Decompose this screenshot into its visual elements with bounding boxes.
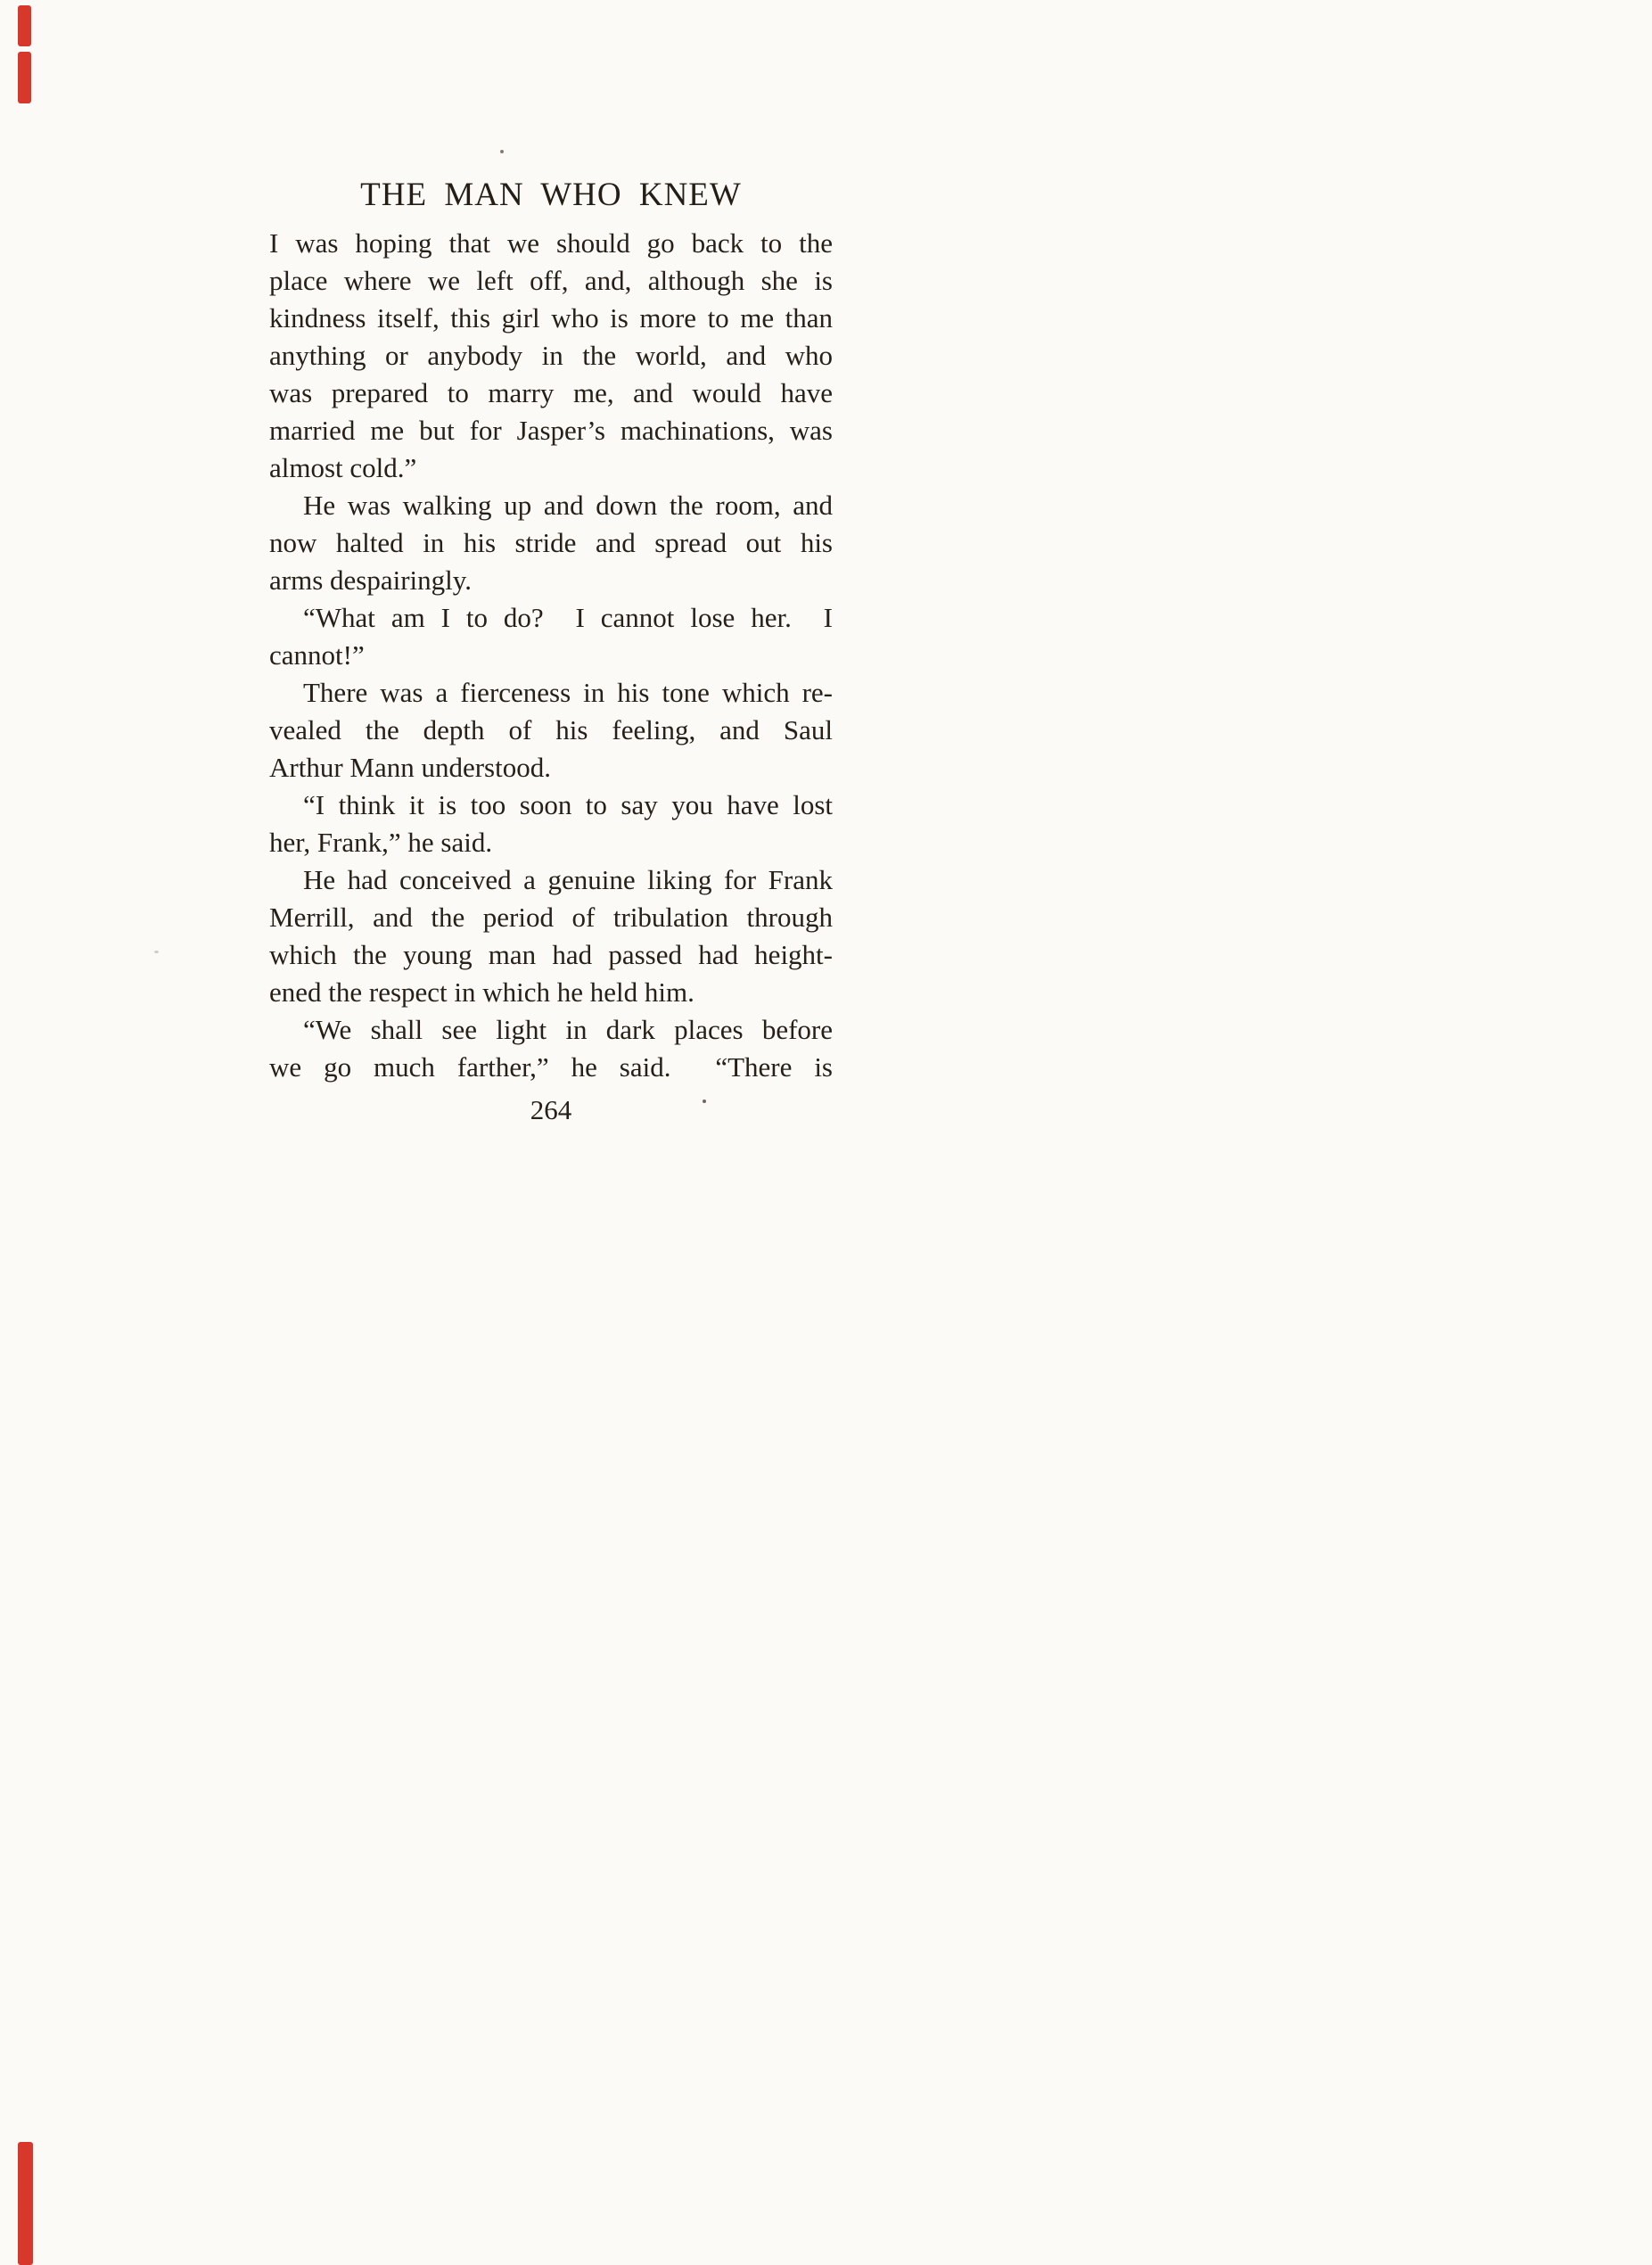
- text-line: her, Frank,” he said.: [269, 827, 493, 858]
- page-title: THE MAN WHO KNEW: [360, 177, 742, 213]
- text-line: which the young man had passed had height-: [269, 939, 833, 970]
- text-line: married me but for Jasper’s machinations, was: [269, 415, 833, 446]
- paragraph: [269, 1011, 833, 1086]
- text-line: anything or anybody in the world, and who: [269, 340, 833, 371]
- text-line: place where we left off, and, although she is: [269, 265, 833, 296]
- text-line: “I think it is too soon to say you have lost: [303, 789, 833, 820]
- text-line: “We shall see light in dark places before: [303, 1014, 833, 1045]
- text-line: now halted in his stride and spread out his: [269, 527, 833, 558]
- text-line: was prepared to marry me, and would have: [269, 377, 833, 408]
- text-line: kindness itself, this girl who is more to me than: [269, 302, 833, 334]
- text-line: “What am I to do? I cannot lose her. I: [303, 602, 833, 633]
- red-edge-mark: [18, 2142, 33, 2265]
- paragraph: [269, 787, 833, 861]
- body-text: [269, 225, 833, 1086]
- text-line: cannot!”: [269, 639, 365, 671]
- red-edge-mark: [18, 5, 31, 46]
- paragraph: [269, 487, 833, 599]
- text-line: Arthur Mann understood.: [269, 752, 551, 783]
- text-line: He had conceived a genuine liking for Frank: [303, 864, 833, 895]
- text-line: ened the respect in which he held him.: [269, 976, 694, 1008]
- page-text-column: [269, 175, 833, 1129]
- text-line: There was a fierceness in his tone which re-: [303, 677, 833, 708]
- text-line: Merrill, and the period of tribulation through: [269, 902, 833, 933]
- scan-speck: [154, 951, 159, 953]
- text-line: I was hoping that we should go back to the: [269, 227, 833, 259]
- text-line: almost cold.”: [269, 452, 417, 483]
- paragraph: [269, 861, 833, 1011]
- paragraph: [269, 225, 833, 487]
- text-line: He was walking up and down the room, and: [303, 490, 833, 521]
- text-line: vealed the depth of his feeling, and Saul: [269, 714, 833, 745]
- page-number: 264: [530, 1094, 572, 1125]
- text-line: we go much farther,” he said. “There is: [269, 1051, 833, 1083]
- red-edge-mark: [18, 52, 31, 103]
- text-line: arms despairingly.: [269, 564, 472, 596]
- paragraph: [269, 674, 833, 787]
- paragraph: [269, 599, 833, 674]
- scan-speck: [500, 150, 504, 153]
